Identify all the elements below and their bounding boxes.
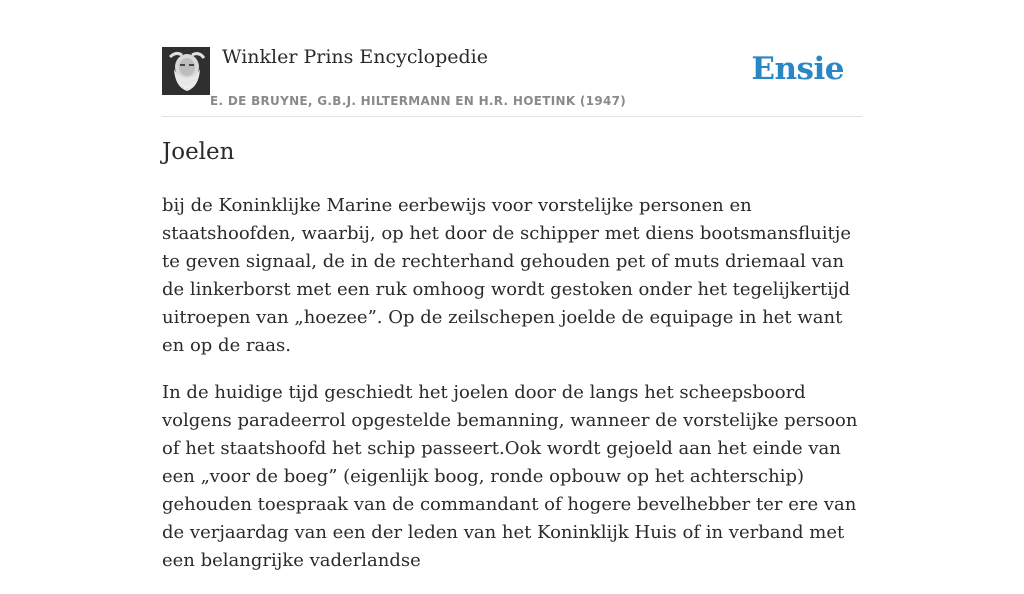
source-authors: E. DE BRUYNE, G.B.J. HILTERMANN EN H.R. HOETINK (1947) bbox=[210, 94, 627, 108]
source-header bbox=[162, 40, 862, 117]
article-title: Joelen bbox=[162, 139, 235, 165]
ensie-logo[interactable]: Ensie bbox=[751, 51, 844, 87]
portrait-image bbox=[162, 47, 210, 95]
article-paragraph: bij de Koninklijke Marine eerbewijs voor vorstelijke personen en staatshoofden, waarbij, op het door de schipper met diens bootsmansfluitje te geven signaal, de in de rechterhand gehouden pet of muts driemaal van de linkerborst met een ruk omhoog wordt gestoken onder het tegelijkertijd uitroepen van „hoezee”. Op de zeilschepen joelde de equipage in het want en op de raas. bbox=[162, 195, 851, 356]
source-title[interactable]: Winkler Prins Encyclopedie bbox=[222, 46, 488, 68]
author-avatar bbox=[162, 47, 210, 95]
article-body bbox=[162, 192, 868, 594]
article-paragraph: In de huidige tijd geschiedt het joelen door de langs het scheepsboord volgens paradeerrol opgestelde bemanning, wanneer de vorstelijke persoon of het staatshoofd het schip passeert.Ook wordt gejoeld aan het einde van een „voor de boeg” (eigenlijk boog, ronde opbouw op het achterschip) gehouden toespraak van de commandant of hogere bevelhebber ter ere van de verjaardag van een der leden van het Koninklijk Huis of in verband met een belangrijke vaderlandse bbox=[162, 382, 858, 571]
